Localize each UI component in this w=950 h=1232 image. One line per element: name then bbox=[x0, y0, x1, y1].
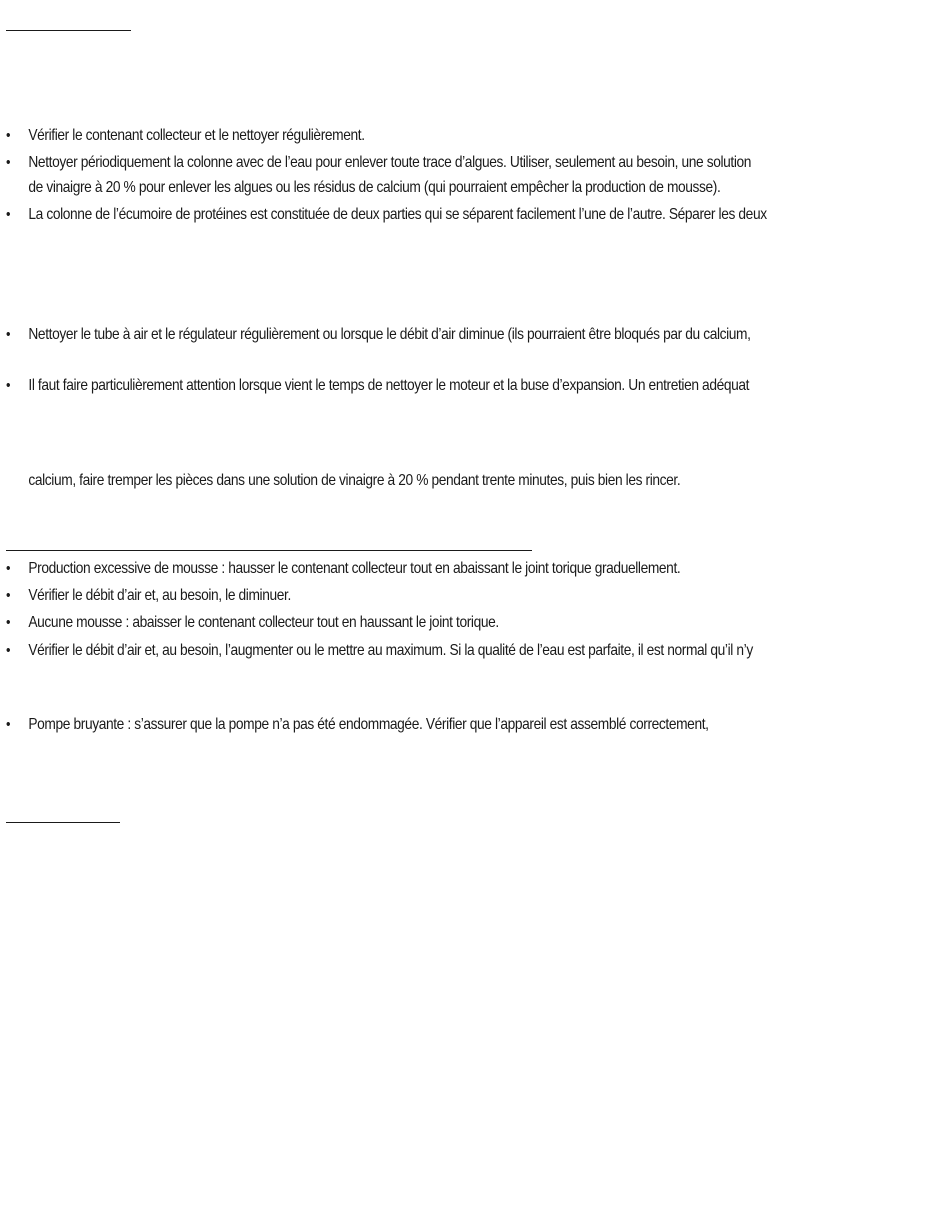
bullet-icon: • bbox=[6, 642, 11, 659]
list-item-text: Pompe bruyante : s’assurer que la pompe n’a pas été endommagée. Vérifier que l’appareil est assemblé correctement, bbox=[28, 716, 709, 733]
bullet-icon: • bbox=[6, 206, 11, 223]
list-item-text: Vérifier le débit d’air et, au besoin, le diminuer. bbox=[28, 587, 291, 604]
heading-rule-section-3 bbox=[6, 822, 120, 823]
list-item-text: La colonne de l’écumoire de protéines est constituée de deux parties qui se séparent facilement l’une de l’autre. Séparer les deux bbox=[28, 206, 767, 223]
list-item-text: Vérifier le contenant collecteur et le nettoyer régulièrement. bbox=[28, 127, 365, 144]
bullet-icon: • bbox=[6, 614, 11, 631]
bullet-icon: • bbox=[6, 716, 11, 733]
list-item-text: Production excessive de mousse : hausser le contenant collecteur tout en abaissant le joint torique graduellement. bbox=[28, 560, 681, 577]
bullet-icon: • bbox=[6, 377, 11, 394]
bullet-icon: • bbox=[6, 127, 11, 144]
list-item-text: calcium, faire tremper les pièces dans une solution de vinaigre à 20 % pendant trente minutes, puis bien les rincer. bbox=[28, 472, 681, 489]
list-item-text: Nettoyer périodiquement la colonne avec de l’eau pour enlever toute trace d’algues. Utiliser, seulement au besoin, une solution bbox=[28, 154, 752, 171]
list-item-text: Vérifier le débit d’air et, au besoin, l’augmenter ou le mettre au maximum. Si la qualité de l’eau est parfaite, il est normal qu’il n’y bbox=[28, 642, 753, 659]
heading-rule-maintenance bbox=[6, 30, 131, 31]
list-item-text: Aucune mousse : abaisser le contenant collecteur tout en haussant le joint torique. bbox=[28, 614, 499, 631]
bullet-icon: • bbox=[6, 560, 11, 577]
bullet-icon: • bbox=[6, 326, 11, 343]
bullet-icon: • bbox=[6, 587, 11, 604]
heading-rule-troubleshooting bbox=[6, 550, 532, 551]
list-item-text: de vinaigre à 20 % pour enlever les algues ou les résidus de calcium (qui pourraient empêcher la production de mousse). bbox=[28, 179, 721, 196]
list-item-text: Il faut faire particulièrement attention lorsque vient le temps de nettoyer le moteur et la buse d’expansion. Un entretien adéquat bbox=[28, 377, 750, 394]
bullet-icon: • bbox=[6, 154, 11, 171]
list-item-text: Nettoyer le tube à air et le régulateur régulièrement ou lorsque le débit d’air diminue (ils pourraient être bloqués par du calcium, bbox=[28, 326, 751, 343]
